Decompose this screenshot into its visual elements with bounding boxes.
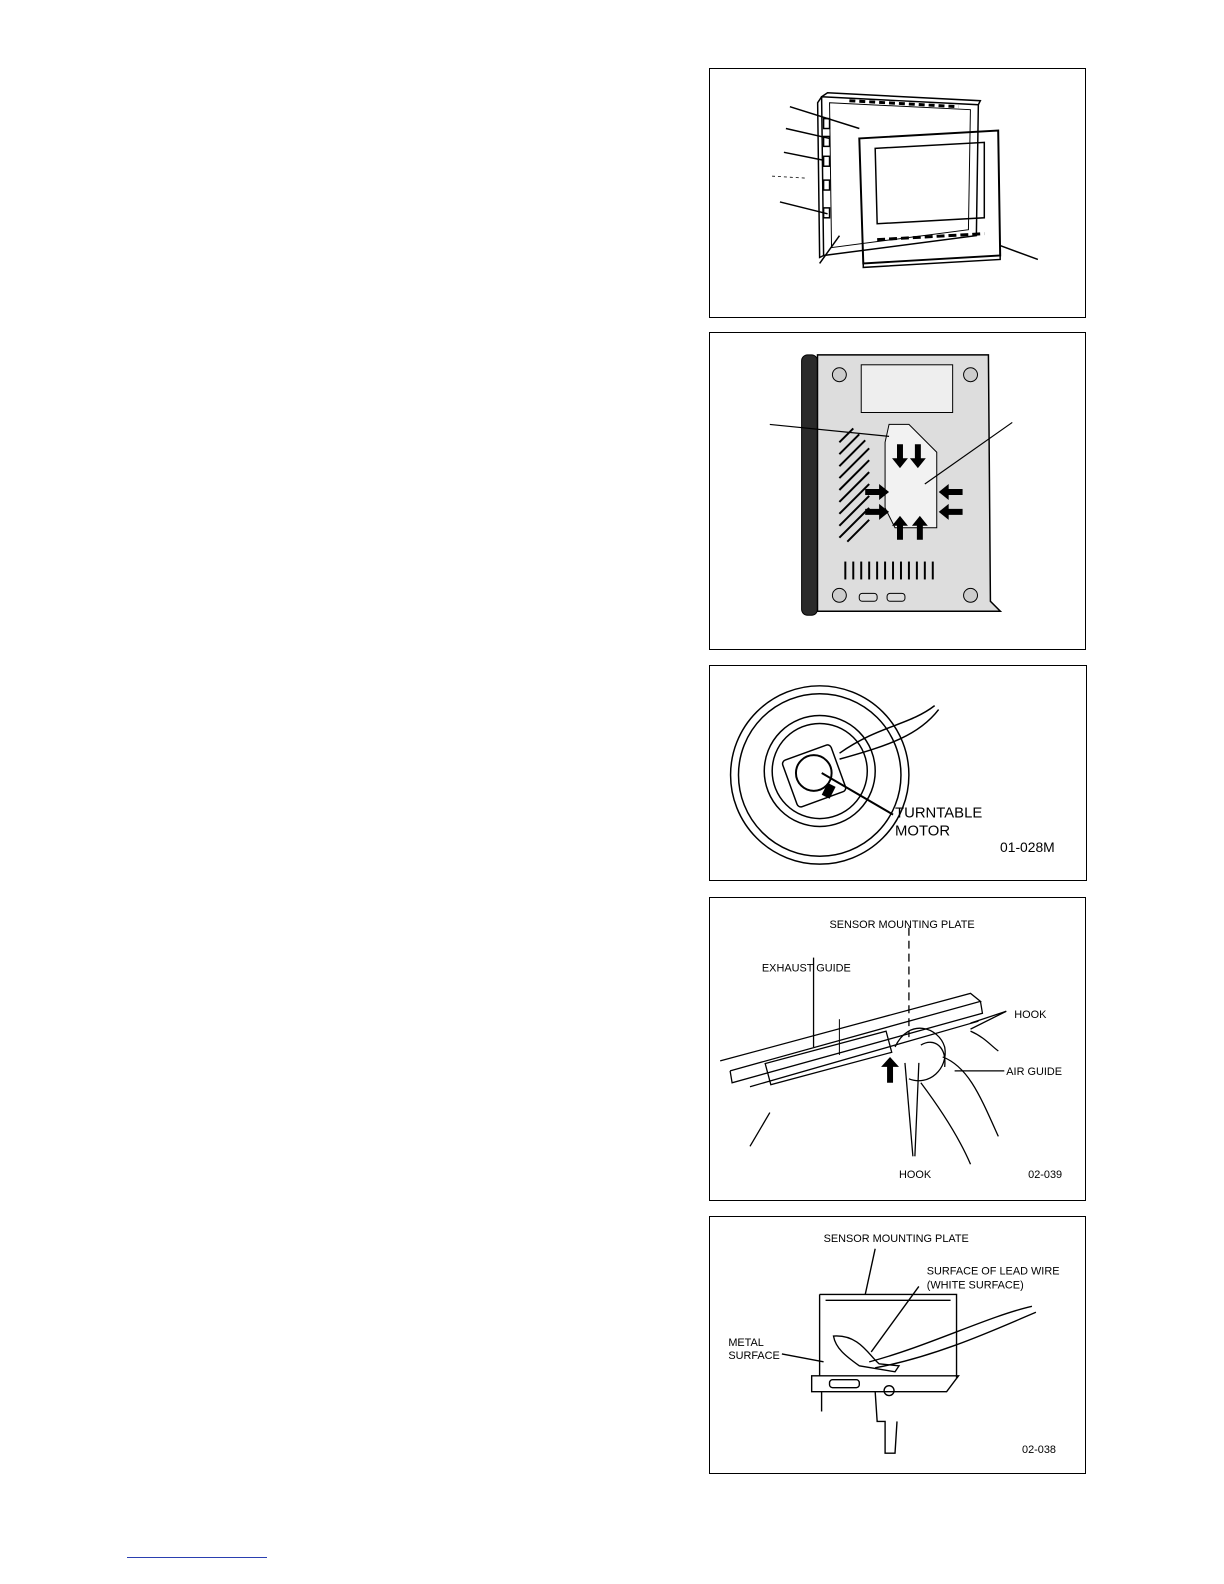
turntable-label-line2: MOTOR xyxy=(895,823,951,840)
label-exhaust-guide: EXHAUST GUIDE xyxy=(761,962,851,975)
label-metal-line2: SURFACE xyxy=(728,1349,780,1362)
turntable-label-line1: TURNTABLE xyxy=(895,805,983,822)
label-air-guide: AIR GUIDE xyxy=(1006,1065,1063,1078)
figure-turntable xyxy=(709,665,1087,881)
label-hook-top: HOOK xyxy=(1014,1009,1047,1022)
door-frame-illustration xyxy=(710,69,1085,317)
figure-sensor-plate xyxy=(709,1216,1086,1474)
sensor-plate-illustration xyxy=(710,1217,1085,1473)
figure-door-frame xyxy=(709,68,1086,318)
figure-exhaust-guide xyxy=(709,897,1086,1201)
turntable-figure-code: 01-028M xyxy=(1000,839,1055,856)
base-plate-illustration xyxy=(710,333,1085,649)
label-hook-bottom: HOOK xyxy=(898,1169,932,1182)
exhaust-guide-illustration xyxy=(710,898,1085,1200)
label-lead-wire-line2: (WHITE SURFACE) xyxy=(926,1279,1024,1292)
figure-base-plate xyxy=(709,332,1086,650)
label-sensor-mounting-plate-2: SENSOR MOUNTING PLATE xyxy=(823,1232,969,1245)
exhaust-figure-code: 02-039 xyxy=(1028,1169,1063,1182)
label-lead-wire-line1: SURFACE OF LEAD WIRE xyxy=(926,1265,1060,1278)
sensor-figure-code: 02-038 xyxy=(1022,1444,1056,1457)
turntable-illustration xyxy=(710,666,1086,880)
label-sensor-mounting-plate: SENSOR MOUNTING PLATE xyxy=(829,918,975,931)
footer-link-underline[interactable] xyxy=(127,1557,267,1558)
label-metal-line1: METAL xyxy=(728,1336,764,1349)
